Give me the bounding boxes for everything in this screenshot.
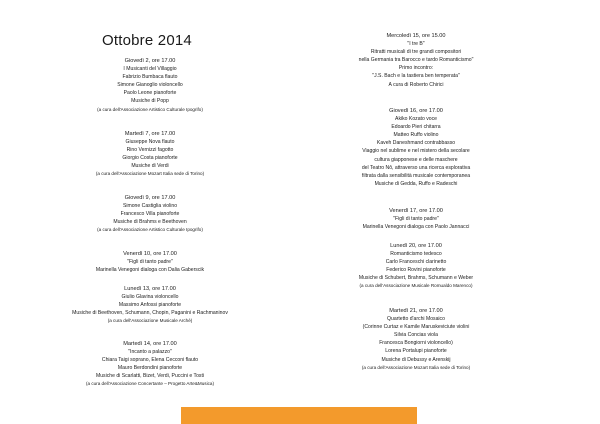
event-line: Quartetto d'archi Mosaico [387, 316, 445, 323]
event-line: Akiko Kozato voce [395, 116, 437, 123]
event-organizer-note: (a cura dell'Associazione Mozart Italia sede di Torino) [361, 364, 471, 370]
event-line: Mauro Berdondini pianoforte [117, 365, 183, 372]
event-date: Mercoledì 15, ore 15.00 [386, 33, 446, 39]
event-line: nella Germania tra Barocco e tardo Romanticismo" [358, 57, 474, 64]
event-line: A cura di Roberto Chirici [388, 81, 444, 88]
event-date: Giovedì 9, ore 17.00 [124, 195, 176, 201]
event-line: Musiche di Scarlatti, Bizet, Verdi, Puccini e Tosti [95, 373, 205, 380]
event-organizer-note: (a cura dell'Associazione Concertante – Progetto Arte&Musica) [85, 381, 215, 387]
event-line: Silvia Concias viola [394, 332, 438, 339]
footer-accent-bar [181, 407, 417, 424]
event-line: Giulio Glavina violoncello [121, 294, 179, 301]
event-giovedi-2 [50, 57, 250, 114]
event-line: Chiara Taigi soprano, Elena Cecconi flauto [101, 357, 199, 364]
event-date: Martedì 21, ore 17.00 [389, 308, 443, 314]
event-date: Martedì 14, ore 17.00 [123, 341, 177, 347]
event-organizer-note: (a cura dell'Associazione Mozart Italia sede di Torino) [95, 171, 205, 177]
event-line: filtrata dalla sensibilità musicale contemporanea [361, 172, 471, 179]
event-line: Fabrizio Bumbaca flauto [122, 74, 178, 81]
event-line: Federico Rovini pianoforte [386, 267, 446, 274]
event-line: "Figli di tanto padre" [393, 216, 439, 223]
event-date: Martedì 7, ore 17.00 [124, 131, 176, 137]
event-lunedi-13 [50, 285, 250, 325]
event-line: del Teatro Nô, attraverso una ricerca esplorativa [361, 164, 471, 171]
event-line: Musiche di Gedda, Ruffo e Radeschi [374, 180, 458, 187]
event-organizer-note: (a cura dell'Associazione Musicale Archè) [107, 318, 193, 324]
event-line: Simone Gianoglio violoncello [117, 82, 183, 89]
event-line: Viaggio nel sublime e nel mistero della secolare [362, 148, 470, 155]
event-date: Lunedì 20, ore 17.00 [390, 243, 442, 249]
event-mercoledi-15 [316, 32, 516, 89]
event-line: Marinella Venegoni dialoga con Paolo Jannacci [362, 224, 470, 231]
event-date: Lunedì 13, ore 17.00 [124, 286, 176, 292]
event-lunedi-20 [316, 242, 516, 291]
event-line: Simone Castiglia violino [122, 203, 178, 210]
event-martedi-7 [50, 130, 250, 179]
event-line: "J.S. Bach e la tastiera ben temperata" [372, 73, 460, 80]
event-line: "Figli di tanto padre" [127, 259, 173, 266]
event-line: Matteo Ruffo violino [393, 132, 439, 139]
event-date: Giovedì 16, ore 17.00 [389, 108, 443, 114]
event-line: I Musicanti del Villaggio [123, 66, 177, 73]
event-line: Giuseppe Nova flauto [125, 139, 175, 146]
event-line: Paolo Leone pianoforte [123, 90, 177, 97]
event-line: Kaveh Daneshmand contrabbasso [376, 140, 456, 147]
event-line: Musiche di Popp [131, 98, 169, 105]
event-date: Venerdì 10, ore 17.00 [123, 251, 177, 257]
event-organizer-note: (a cura dell'Associazione Musicale Romualdo Marenco) [359, 283, 473, 289]
event-line: "I tre B" [407, 41, 425, 48]
event-line: Carlo Franceschi clarinetto [385, 259, 447, 266]
event-line: "Incanto a palazzo" [128, 349, 172, 356]
event-line: Primo incontro: [398, 65, 434, 72]
event-line: Musiche di Schubert, Brahms, Schumann e Weber [358, 275, 474, 282]
event-line: Francesca Bongiorni violoncello) [379, 340, 453, 347]
event-line: Romanticismo tedesco [390, 251, 442, 258]
event-line: Francesco Villa pianoforte [120, 211, 180, 218]
event-line: Ritratti musicali di tre grandi compositori [370, 49, 462, 56]
event-line: Musiche di Beethoven, Schumann, Chopin, Paganini e Rachmaninov [72, 310, 228, 317]
event-line: Musiche di Brahms e Beethoven [113, 219, 187, 226]
event-line: Massimo Anfossi pianoforte [118, 302, 182, 309]
event-line: Giorgio Costa pianoforte [122, 155, 178, 162]
event-venerdi-17 [316, 207, 516, 231]
event-line: Musiche di Debussy e Arenskij [381, 356, 451, 363]
event-date: Giovedì 2, ore 17.00 [124, 58, 176, 64]
event-venerdi-10 [50, 250, 250, 274]
event-line: Marinella Venegoni dialoga con Dalia Gaberscik [95, 267, 205, 274]
page-title: Ottobre 2014 [102, 32, 192, 49]
event-line: Edoardo Pieri chitarra [391, 124, 441, 131]
event-giovedi-16 [316, 107, 516, 188]
event-line: Lorena Portalupi pianoforte [385, 348, 447, 355]
event-line: (Corinne Curtaz e Kamile Maruskeviciute violini [362, 324, 470, 331]
event-date: Venerdì 17, ore 17.00 [389, 208, 443, 214]
event-organizer-note: (a cura dell'Associazione Artistico Culturale Ipogrifo) [97, 106, 203, 112]
event-line: Musiche di Verdi [131, 163, 169, 170]
event-line: cultura giapponese e delle maschere [374, 156, 458, 163]
event-giovedi-9 [50, 194, 250, 234]
event-martedi-21 [316, 307, 516, 372]
event-organizer-note: (a cura dell'Associazione Artistico Culturale Ipogrifo) [97, 227, 203, 233]
event-martedi-14 [50, 340, 250, 389]
event-line: Rino Vernizzi fagotto [126, 147, 174, 154]
